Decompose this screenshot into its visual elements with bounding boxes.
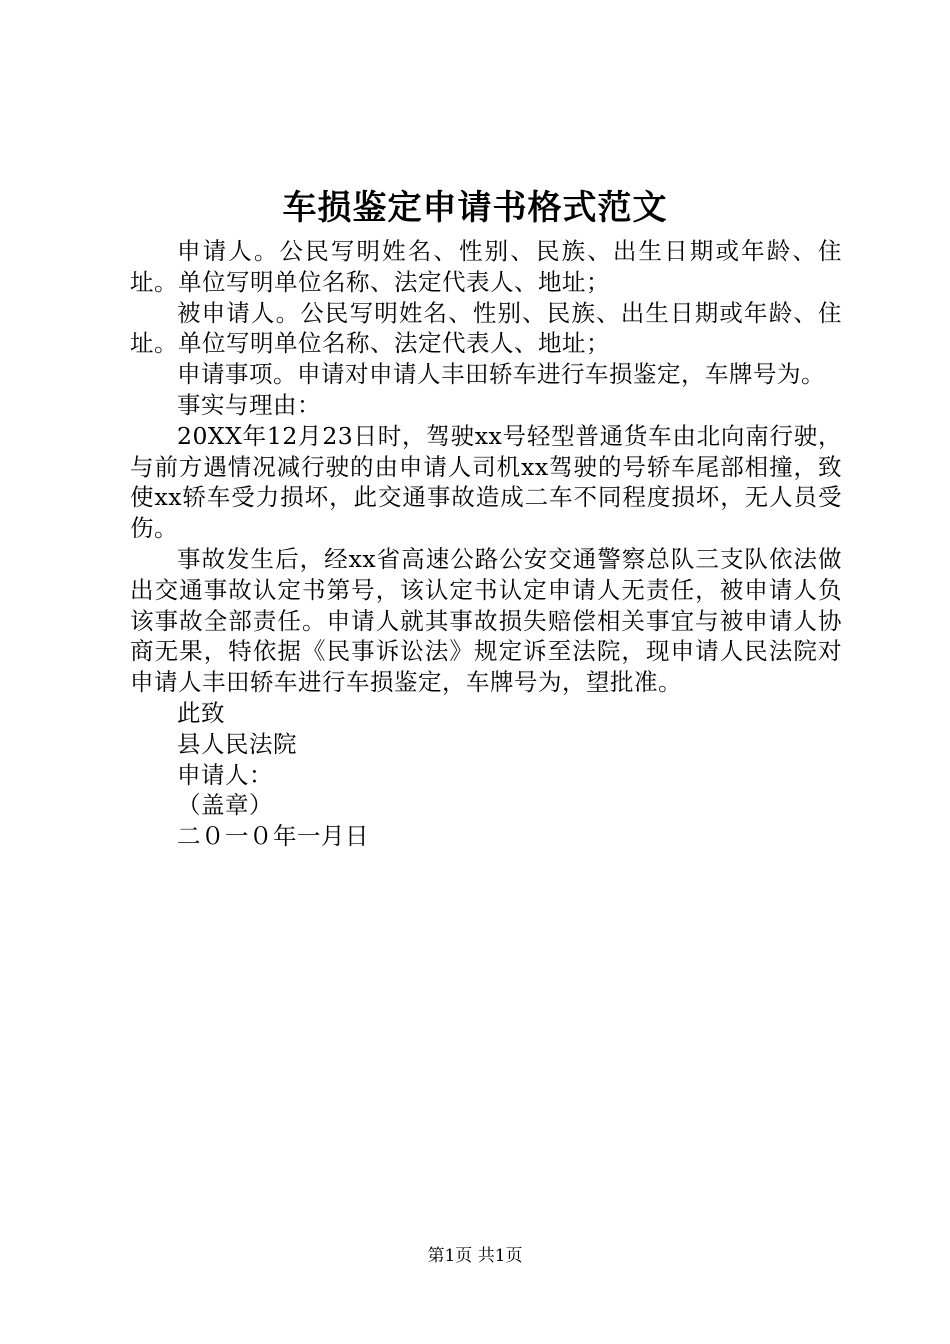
paragraph-request: 申请事项。申请对申请人丰田轿车进行车损鉴定，车牌号为。 xyxy=(177,360,825,389)
closing-seal: （盖章） xyxy=(177,791,273,820)
paragraph-respondent: 被申请人。公民写明姓名、性别、民族、出生日期或年龄、住址。单位写明单位名称、法定代表人、地址； xyxy=(130,298,842,358)
paragraph-facts: 20XX年12月23日时，驾驶xx号轻型普通货车由北向南行驶，与前方遇情况减行驶的由申请人司机xx驾驶的号轿车尾部相撞，致使xx轿车受力损坏，此交通事故造成二车不同程度损坏，无人员受伤。 xyxy=(130,421,842,543)
document-title: 车损鉴定申请书格式范文 xyxy=(282,188,668,228)
page-footer: 第1页 共1页 xyxy=(427,1246,523,1266)
closing-applicant: 申请人： xyxy=(177,760,273,789)
closing-date: 二０一０年一月日 xyxy=(177,822,369,851)
paragraph-facts-heading: 事实与理由： xyxy=(177,390,321,419)
paragraph-aftermath: 事故发生后，经xx省高速公路公安交通警察总队三支队依法做出交通事故认定书第号，该认定书认定申请人无责任，被申请人负该事故全部责任。申请人就其事故损失赔偿相关事宜与被申请人协商无果，特依据《民事诉讼法》规定诉至法院，现申请人民法院对申请人丰田轿车进行车损鉴定，车牌号为，望批准。 xyxy=(130,544,842,697)
closing-court: 县人民法院 xyxy=(177,729,297,758)
closing-salutation: 此致 xyxy=(177,698,225,727)
paragraph-applicant: 申请人。公民写明姓名、性别、民族、出生日期或年龄、住址。单位写明单位名称、法定代表人、地址； xyxy=(130,237,842,296)
document-body xyxy=(130,236,842,852)
